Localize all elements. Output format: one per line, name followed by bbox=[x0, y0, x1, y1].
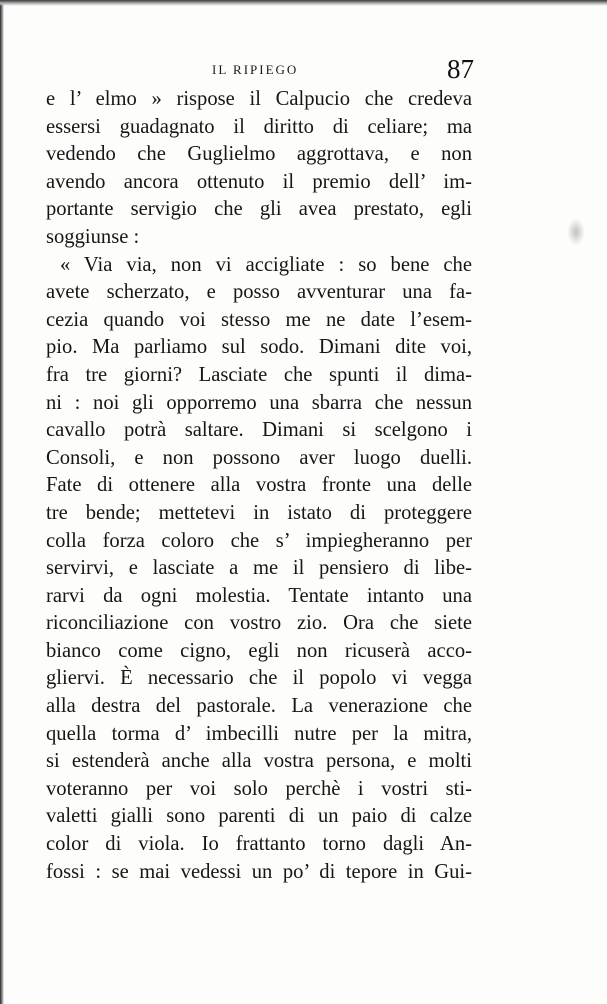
running-head bbox=[46, 54, 472, 90]
text-line: avendo ancora ottenuto il premio dell’ im- bbox=[46, 170, 472, 193]
text-line: alla destra del pastorale. La venerazione che bbox=[46, 695, 472, 718]
text-line: voteranno per voi solo perchè i vostri sti- bbox=[46, 777, 472, 800]
text-line: e l’ elmo » rispose il Calpucio che credeva bbox=[46, 88, 472, 110]
page-edge-shadow bbox=[0, 0, 4, 1004]
page-top-shadow bbox=[0, 0, 607, 6]
text-line: bianco come cigno, egli non ricuserà acco- bbox=[46, 639, 472, 662]
text-line: cezia quando voi stesso me ne date l’esem- bbox=[46, 308, 472, 331]
text-line: si estenderà anche alla vostra persona, e molti bbox=[46, 750, 472, 773]
text-line: gliervi. È necessario che il popolo vi vegga bbox=[46, 667, 472, 690]
text-line: pio. Ma parliamo sul sodo. Dimani dite voi, bbox=[46, 336, 472, 359]
text-line: ni : noi gli opporremo una sbarra che nessun bbox=[46, 391, 472, 414]
text-line: avete scherzato, e posso avventurar una fa- bbox=[46, 281, 472, 304]
text-line: rarvi da ogni molestia. Tentate intanto una bbox=[46, 584, 472, 607]
text-line: valetti gialli sono parenti di un paio di calze bbox=[46, 805, 472, 828]
text-line: Consoli, e non possono aver luogo duelli. bbox=[46, 446, 472, 469]
text-line: « Via via, non vi accigliate : so bene che bbox=[60, 253, 472, 276]
text-line: essersi guadagnato il diritto di celiare; ma bbox=[46, 115, 472, 138]
text-line: quella torma d’ imbecilli nutre per la mitra, bbox=[46, 722, 472, 745]
text-line: tre bende; mettetevi in istato di proteggere bbox=[46, 501, 472, 524]
page-number: 87 bbox=[447, 54, 474, 84]
text-line: Fate di ottenere alla vostra fronte una delle bbox=[46, 474, 472, 497]
text-line: color di viola. Io frattanto torno dagli An- bbox=[46, 833, 472, 856]
text-line: riconciliazione con vostro zio. Ora che siete bbox=[46, 612, 472, 635]
paper-stain bbox=[567, 218, 585, 246]
text-line: vedendo che Guglielmo aggrottava, e non bbox=[46, 143, 472, 166]
body-text bbox=[46, 86, 472, 886]
text-line: soggiunse : bbox=[46, 225, 140, 248]
text-line: cavallo potrà saltare. Dimani si scelgono i bbox=[46, 419, 472, 442]
text-line: fossi : se mai vedessi un po’ di tepore in Gui- bbox=[46, 860, 472, 883]
text-line: portante servigio che gli avea prestato, egli bbox=[46, 198, 472, 221]
running-title: IL RIPIEGO bbox=[212, 62, 299, 77]
text-line: servirvi, e lasciate a me il pensiero di libe- bbox=[46, 557, 472, 580]
text-line: colla forza coloro che s’ impiegheranno per bbox=[46, 529, 472, 552]
text-line: fra tre giorni? Lasciate che spunti il dima- bbox=[46, 363, 472, 386]
